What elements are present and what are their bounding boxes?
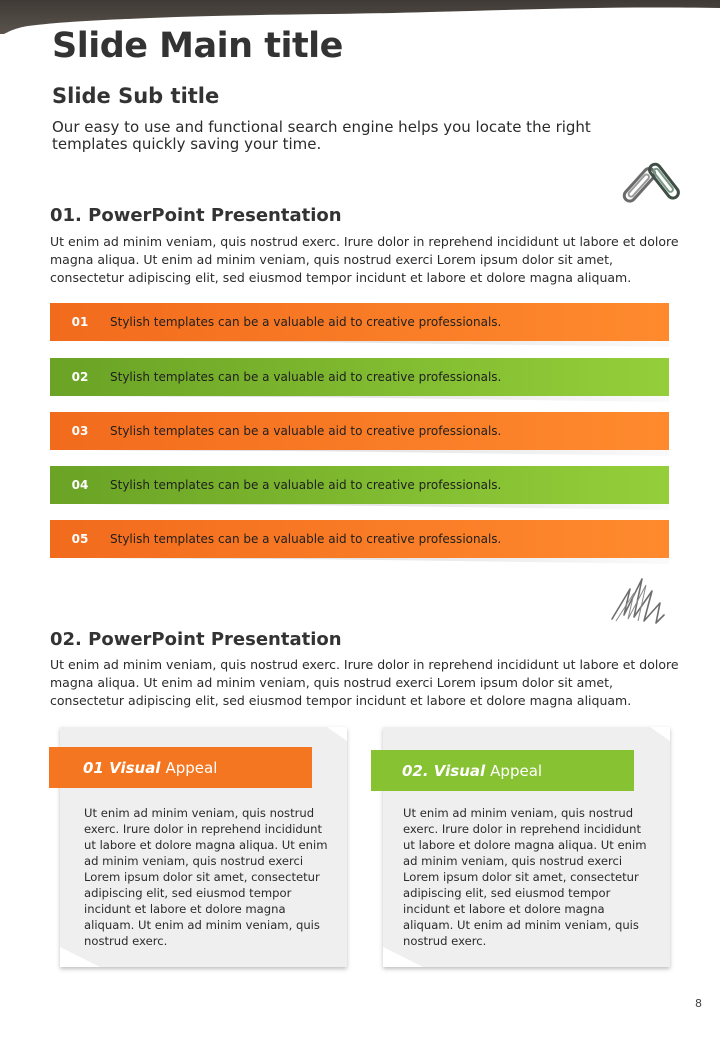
card-2-text: Ut enim ad minim veniam, quis nostrud exerc. Irure dolor in reprehend incididunt ut labore et dolore magna aliqua. Ut enim ad minim veniam, quis nostrud exerci Lorem ipsum dolor sit amet, consectetur adipiscing elit, sed eiusmod tempor incidunt et labore et dolore magna aliquam. Ut enim ad minim veniam, quis nostrud exerc. [403,806,647,948]
section1-heading: 01. PowerPoint Presentation [50,205,342,226]
card-1-tag [49,747,312,788]
section1-body: Ut enim ad minim veniam, quis nostrud exerc. Irure dolor in reprehend incididunt ut labore et dolore magna aliqua. Ut enim ad minim veniam, quis nostrud exerci Lorem ipsum dolor sit amet, consectetur adipiscing elit, sed eiusmod tempor incidunt et labore et dolore magna aliquam. [50,234,679,285]
list-item-05 [50,520,669,558]
intro-text: Our easy to use and functional search engine helps you locate the right templates quickly saving your time. [52,118,591,153]
card-corner-fold [650,727,670,741]
card-2-tag-light: Appeal [490,761,543,780]
card-1-tag-strong: 01 Visual [83,758,161,777]
card-2-tag-strong: 02. Visual [402,761,486,780]
pencil-scribble-icon [608,575,666,627]
list-item-number: 04 [71,478,89,492]
card-corner-fold [383,947,423,967]
list-item-number: 01 [71,315,89,329]
list-item-01 [50,303,669,341]
card-2-tag [371,750,634,791]
list-item-02 [50,358,669,396]
list-item-number: 03 [71,424,89,438]
list-item-04 [50,466,669,504]
list-item-03 [50,412,669,450]
list-item-text: Stylish templates can be a valuable aid to creative professionals. [110,478,502,492]
card-corner-fold [60,947,100,967]
card-1-text: Ut enim ad minim veniam, quis nostrud exerc. Irure dolor in reprehend incididunt ut labore et dolore magna aliqua. Ut enim ad minim veniam, quis nostrud exerci Lorem ipsum dolor sit amet, consectetur adipiscing elit, sed eiusmod tempor incidunt et labore et dolore magna aliquam. Ut enim ad minim veniam, quis nostrud exerc. [84,806,328,948]
list-item-text: Stylish templates can be a valuable aid to creative professionals. [110,424,502,438]
slide-sub-title: Slide Sub title [52,84,220,108]
page-number: 8 [695,997,702,1010]
card-corner-fold [327,727,347,741]
list-item-number: 05 [71,532,89,546]
list-item-text: Stylish templates can be a valuable aid to creative professionals. [110,370,502,384]
list-item-text: Stylish templates can be a valuable aid to creative professionals. [110,532,502,546]
paperclips-icon [612,146,696,226]
list-item-number: 02 [71,370,89,384]
section2-body: Ut enim ad minim veniam, quis nostrud exerc. Irure dolor in reprehend incididunt ut labore et dolore magna aliqua. Ut enim ad minim veniam, quis nostrud exerci Lorem ipsum dolor sit amet, consectetur adipiscing elit, sed eiusmod tempor incidunt et labore et dolore magna aliquam. [50,657,679,708]
section2-heading: 02. PowerPoint Presentation [50,629,342,650]
card-1-tag-light: Appeal [165,758,218,777]
list-item-text: Stylish templates can be a valuable aid to creative professionals. [110,315,502,329]
slide-main-title: Slide Main title [52,26,343,66]
